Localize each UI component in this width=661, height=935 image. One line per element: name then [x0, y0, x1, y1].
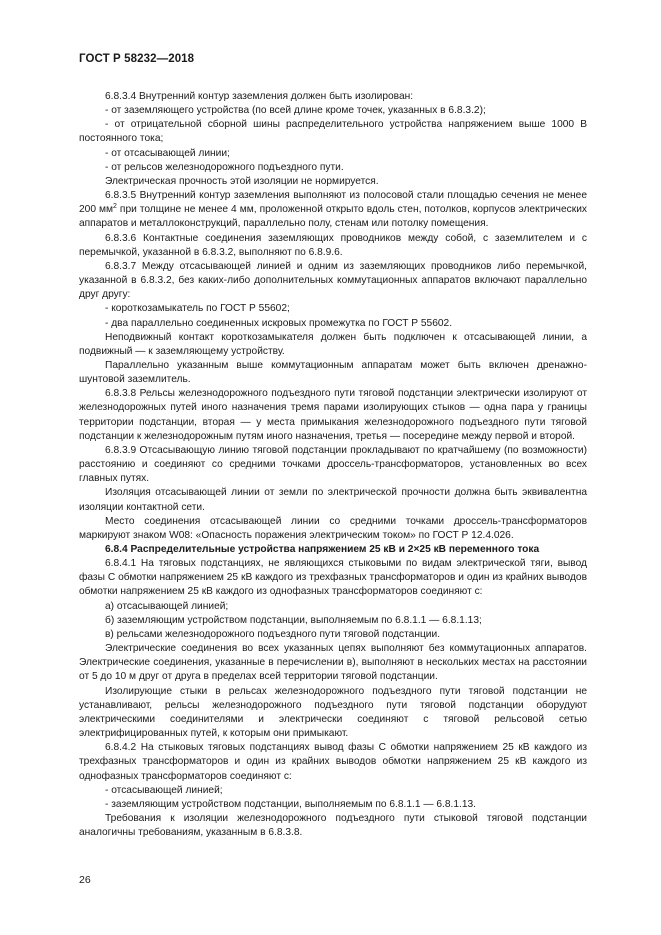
paragraph: Электрическая прочность этой изоляции не нормируется.	[105, 175, 379, 187]
section-heading: 6.8.4 Распределительные устройства напряжением 25 кВ и 2×25 кВ переменного тока	[105, 544, 540, 555]
document-body	[79, 90, 587, 840]
paragraph: 6.8.3.8 Рельсы железнодорожного подъездного пути тяговой подстанции электрически изолируют от железнодорожных путей иного назначения тремя парами изолирующих стыков — одна пара у границы территории подстанции, вторая — у места примыкания железнодорожного подъездного пути тяговой подстанции к железнодорожным путям иного назначения, третья — посередине между первой и второй.	[79, 388, 587, 442]
page-number: 26	[79, 874, 91, 886]
paragraph: - от рельсов железнодорожного подъездного пути.	[105, 161, 344, 173]
paragraph: б) заземляющим устройством подстанции, выполняемым по 6.8.1.1 — 6.8.1.13;	[105, 614, 482, 626]
paragraph: Изоляция отсасывающей линии от земли по электрической прочности должна быть эквивалентна изоляции контактной сети.	[79, 487, 587, 513]
paragraph: 6.8.3.6 Контактные соединения заземляющих проводников между собой, с заземлителем и с перемычкой, указанной в 6.8.3.2, выполняют по 6.8.9.6.	[79, 232, 587, 258]
paragraph: - короткозамыкатель по ГОСТ Р 55602;	[105, 303, 290, 315]
paragraph: 6.8.3.7 Между отсасывающей линией и одним из заземляющих проводников либо перемычкой, указанной в 6.8.3.2, без каких-либо дополнительных коммутационных аппаратов включают параллельно друг другу:	[79, 260, 587, 301]
paragraph: - два параллельно соединенных искровых промежутка по ГОСТ Р 55602.	[105, 317, 453, 329]
paragraph: 6.8.4.2 На стыковых тяговых подстанциях вывод фазы С обмотки напряжением 25 кВ каждого из трехфазных трансформаторов и один из крайних выводов обмотки напряжением 25 кВ каждого из однофазных трансформаторов соединяют с:	[79, 742, 587, 782]
paragraph: Место соединения отсасывающей линии со средними точками дроссель-трансформаторов маркируют знаком W08: «Опасность поражения электрическим током» по ГОСТ Р 12.4.026.	[79, 515, 587, 541]
paragraph: - отсасывающей линией;	[105, 784, 223, 796]
paragraph: - заземляющим устройством подстанции, выполняемым по 6.8.1.1 — 6.8.1.13.	[105, 798, 476, 810]
paragraph: в) рельсами железнодорожного подъездного пути тяговой подстанции.	[105, 628, 441, 640]
paragraph: - от отрицательной сборной шины распределительного устройства напряжением выше 1000 В постоянного тока;	[79, 119, 587, 145]
paragraph: 6.8.3.4 Внутренний контур заземления должен быть изолирован:	[105, 91, 414, 102]
paragraph: 6.8.3.9 Отсасывающую линию тяговой подстанции прокладывают по кратчайшему (по возможности) расстоянию и соединяют со средними точками дроссель-трансформаторов, установленных во всех главных путях.	[79, 444, 587, 485]
text-run: при толщине не менее 4 мм, проложенной открыто вдоль стен, потолков, корпусов электрических аппаратов и металлоконструкций, параллельно полу, стенам или потолку помещения.	[79, 204, 587, 230]
text-run: 6.8.3.5 Внутренний контур заземления выполняют из полосовой стали площадью сечения не менее 200 мм	[79, 190, 587, 216]
paragraph: Изолирующие стыки в рельсах железнодорожного подъездного пути тяговой подстанции не устанавливают, рельсы железнодорожного подъездного пути тяговой подстанции оборудуют электрическими соединителями и электрически соединяют с тяговой рельсовой сетью электрифицированных путей, к которым они примыкают.	[79, 685, 587, 740]
superscript: 2	[113, 203, 117, 211]
paragraph: а) отсасывающей линией;	[105, 600, 229, 612]
paragraph	[79, 189, 587, 231]
paragraph: Требования к изоляции железнодорожного подъездного пути стыковой тяговой подстанции аналогичны требованиям, указанным в 6.8.3.8.	[79, 812, 587, 839]
paragraph: 6.8.4.1 На тяговых подстанциях, не являющихся стыковыми по видам электрической тяги, вывод фазы С обмотки напряжением 25 кВ каждого из трехфазных трансформаторов и один из крайних выводов обмотки напряжением 25 кВ каждого из однофазных трансформаторов соединяют с:	[79, 558, 587, 598]
paragraph: Параллельно указанным выше коммутационным аппаратам может быть включен дренажно-шунтовой заземлитель.	[79, 359, 587, 386]
paragraph: - от заземляющего устройства (по всей длине кроме точек, указанных в 6.8.3.2);	[105, 105, 486, 117]
paragraph: - от отсасывающей линии;	[105, 147, 230, 159]
paragraph: Неподвижный контакт короткозамыкателя должен быть подключен к отсасывающей линии, а подвижный — к заземляющему устройству.	[79, 331, 587, 357]
paragraph: Электрические соединения во всех указанных цепях выполняют без коммутационных аппаратов. Электрические соединения, указанные в перечислении в), выполняют в нескольких местах на расстоянии от 5 до 10 м друг от друга в пределах всей территории тяговой подстанции.	[79, 643, 587, 683]
document-header: ГОСТ Р 58232—2018	[79, 53, 195, 65]
